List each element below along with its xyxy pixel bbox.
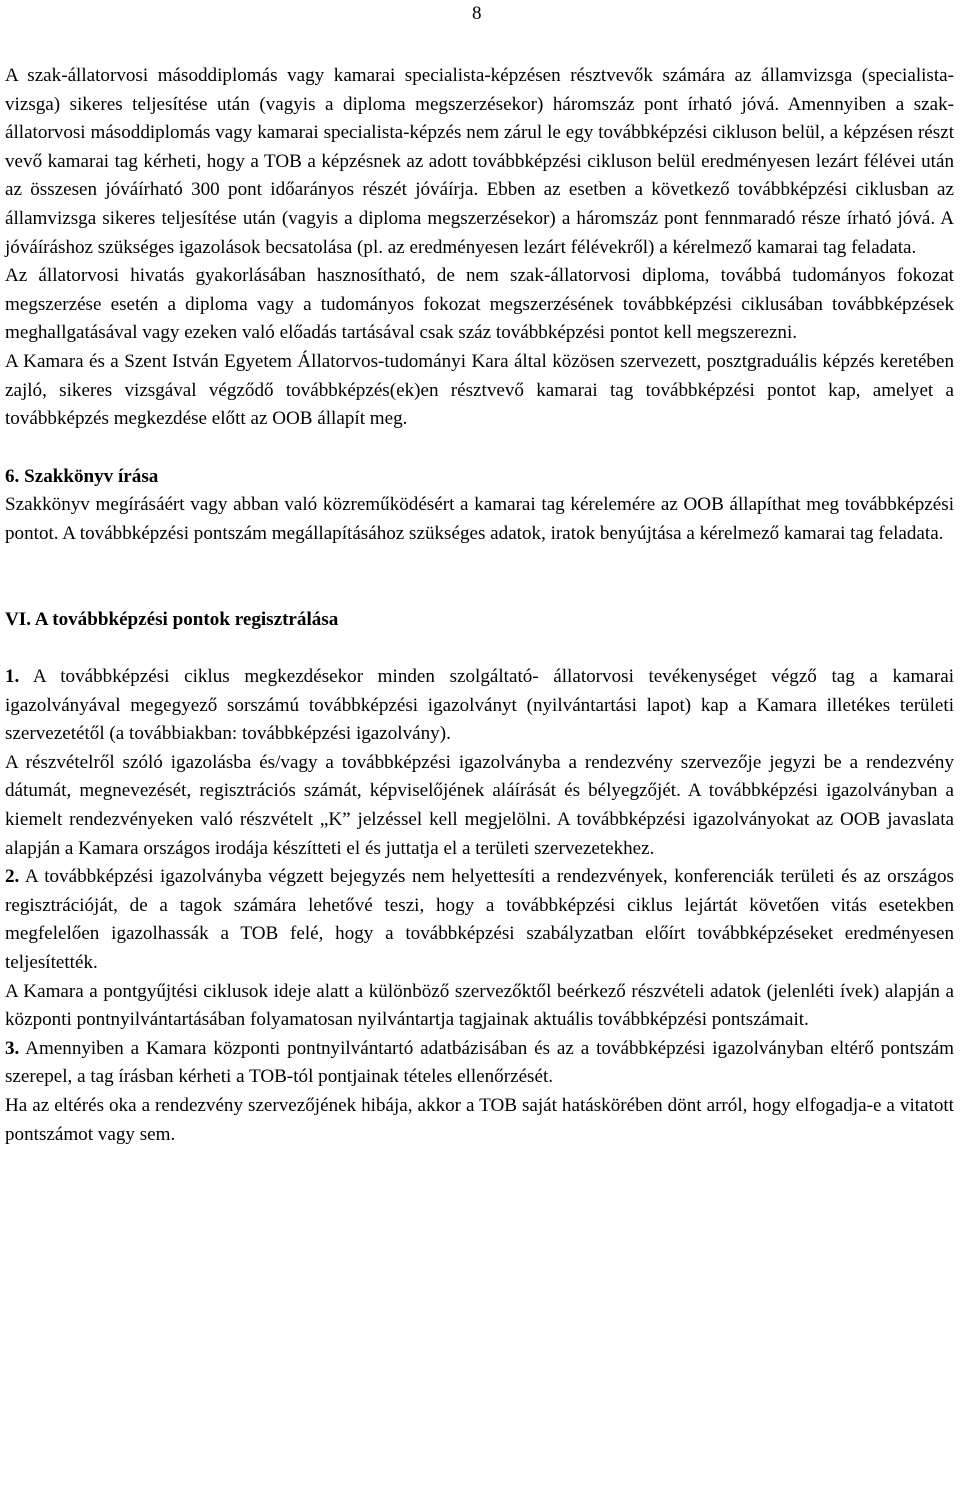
item-number-3: 3. — [5, 1037, 20, 1059]
paragraph-postgraduate-training: A Kamara és a Szent István Egyetem Állatorvos-tudományi Kara által közösen szervezett, posztgraduális képzés keretében zajló, sikeres vizsgával végződő továbbképzés(ek)en résztvevő kamarai tag továbbképzési pontot kap, amelyet a továbbképzés megkezdése előtt az OOB állapít meg. — [5, 350, 954, 430]
paragraph-item-1 — [5, 663, 954, 749]
item-number-2: 2. — [5, 866, 20, 888]
document-body — [5, 62, 954, 1149]
paragraph-item-3 — [5, 1035, 954, 1092]
page-number: 8 — [472, 3, 482, 24]
paragraph-organizer-error: Ha az eltérés oka a rendezvény szervezőjének hibája, akkor a TOB saját hatáskörében dönt arról, hogy elfogadja-e a vitatott pontszámot vagy sem. — [5, 1095, 954, 1145]
paragraph-central-registry: A Kamara a pontgyűjtési ciklusok ideje alatt a különböző szervezőktől beérkező részvételi adatok (jelenléti ívek) alapján a központi pontnyilvántartásában folyamatosan nyilvántartja tagjainak aktuális továbbképzési pontszámait. — [5, 980, 954, 1031]
paragraph-participation-certificate: A részvételről szóló igazolásba és/vagy a továbbképzési igazolványba a rendezvény szervezője jegyzi be a rendezvény dátumát, megnevezését, regisztrációs számát, képviselőjének aláírását és bélyegzőjét. A továbbképzési igazolványban a kiemelt rendezvényeken való részvételt „K” jelzéssel kell megjelölni. A továbbképzési igazolványokat az OOB javaslata alapján a Kamara országos irodája készítteti el és juttatja el a területi szervezetekhez. — [5, 751, 954, 859]
paragraph-non-specialist-diploma: Az állatorvosi hivatás gyakorlásában hasznosítható, de nem szak-állatorvosi diploma, továbbá tudományos fokozat megszerzése esetén a diploma vagy a tudományos fokozat megszerzésének továbbképzési ciklusában továbbképzések meghallgatásával vagy ezeken való előadás tartásával csak száz továbbképzési pontot kell megszerezni. — [5, 265, 954, 344]
chapter-heading-vi: VI. A továbbképzési pontok regisztrálása — [5, 608, 339, 630]
item-3-text: Amennyiben a Kamara központi pontnyilvántartó adatbázisában és az a továbbképzési igazolványban eltérő pontszám szerepel, a tag írásban kérheti a TOB-tól pontjainak tételes ellenőrzését. — [5, 1037, 954, 1088]
spacer — [5, 549, 954, 606]
section-heading-6: 6. Szakkönyv írása — [5, 465, 159, 487]
spacer — [5, 634, 954, 663]
item-number-1: 1. — [5, 666, 20, 688]
item-1-text: A továbbképzési ciklus megkezdésekor minden szolgáltató- állatorvosi tevékenységet végző tag a kamarai igazolványával megegyező sorszámú továbbképzési igazolványt (nyilvántartási lapot) kap a Kamara illetékes területi szervezetétől (a továbbiakban: továbbképzési igazolvány). — [5, 666, 954, 745]
paragraph-book-writing: Szakkönyv megírásáért vagy abban való közreműködésért a kamarai tag kérelemére az OOB állapíthat meg továbbképzési pontot. A továbbképzési pontszám megállapításához szükséges adatok, iratok benyújtása a kérelmező kamarai tag feladata. — [5, 494, 954, 544]
paragraph-item-2 — [5, 863, 954, 977]
spacer — [5, 434, 954, 463]
item-2-text: A továbbképzési igazolványba végzett bejegyzés nem helyettesíti a rendezvények, konferenciák területi és az országos regisztrációját, de a tagok számára lehetővé teszi, hogy a továbbképzési ciklus lejártát követően vitás esetekben megfelelően igazolhassák a TOB felé, hogy a továbbképzési szabályzatban előírt továbbképzéseket eredményesen teljesítették. — [5, 866, 954, 974]
paragraph-specialist-training: A szak-állatorvosi másoddiplomás vagy kamarai specialista-képzésen résztvevők számára az államvizsga (specialista-vizsga) sikeres teljesítése után (vagyis a diploma megszerzésekor) háromszáz pont írható jóvá. Amennyiben a szak-állatorvosi másoddiplomás vagy kamarai specialista-képzés nem zárul le egy továbbképzési cikluson belül, a képzésen részt vevő kamarai tag kérheti, hogy a TOB a képzésnek az adott továbbképzési cikluson belül eredményesen lezárt félévei után az összesen jóváírható 300 pont időarányos részét jóváírja. Ebben az esetben a következő továbbképzési ciklusban az államvizsga sikeres teljesítése után (vagyis a diploma megszerzésekor) a háromszáz pont fennmaradó része írható jóvá. A jóváíráshoz szükséges igazolások becsatolása (pl. az eredményesen lezárt félévekről) a kérelmező kamarai tag feladata. — [5, 65, 954, 258]
